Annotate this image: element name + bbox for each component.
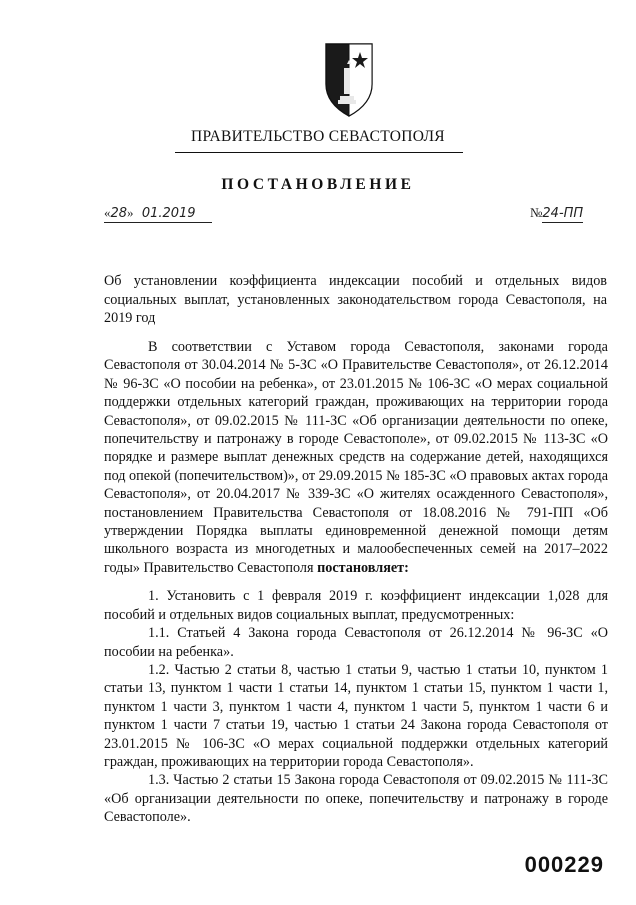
- item-1-1: 1.1. Статьей 4 Закона города Севастополя от 26.12.2014 № 96-ЗС «О пособии на ребенка».: [104, 625, 608, 660]
- document-title: Об установлении коэффициента индексации пособий и отдельных видов социальных выплат, установленных законодательством города Севастополя, на 2019 год: [104, 273, 607, 327]
- serial-number: 000229: [524, 852, 604, 877]
- sevastopol-coat-of-arms: [320, 38, 378, 118]
- header-divider: [175, 152, 463, 153]
- document-number: [530, 205, 583, 223]
- item-1-3: 1.3. Частью 2 статьи 15 Закона города Севастополя от 09.02.2015 № 111-ЗС «Об организации деятельности по опеке, попечительству и патронажу в городе Севастополе».: [104, 772, 608, 826]
- preamble-paragraph: В соответствии с Уставом города Севастополя, законами города Севастополя от 30.04.2014 № 5-ЗС «О Правительстве Севастополя», от 26.12.2014 № 96-ЗС «О пособии на ребенка», от 23.01.2015 № 106-ЗС «О мерах социальной поддержки отдельных категорий граждан, проживающих на территории города Севастополя», от 09.02.2015 № 111-ЗС «Об организации деятельности по опеке, попечительству и патронажу в городе Севастополе», от 09.02.2015 № 113-ЗС «О порядке и размере выплат денежных средств на содержание детей, находящихся под опекой (попечительством)», от 29.09.2015 № 185-ЗС «О правовых актах города Севастополя», от 20.04.2017 № 339-ЗС «О жителях осажденного Севастополя», постановлением Правительства Севастополя от 18.08.2016 № 791-ПП «Об утверждении Порядка выплаты единовременной денежной помощи детям школьного возраста из многодетных и малообеспеченных семей на 2017–2022 годы» Правительство Севастополя постановляет:: [104, 339, 608, 576]
- date-month-year: 01.2019: [141, 206, 196, 221]
- organization-name: ПРАВИТЕЛЬСТВО СЕВАСТОПОЛЯ: [191, 128, 445, 145]
- document-type: ПОСТАНОВЛЕНИЕ: [221, 176, 415, 193]
- date-field: «28» 01.2019: [104, 205, 212, 223]
- document-body: [104, 338, 608, 827]
- document-date: [104, 205, 212, 223]
- number-value: 24-ПП: [542, 206, 584, 221]
- date-day: 28: [110, 206, 128, 221]
- item-1-2: 1.2. Частью 2 статьи 8, частью 1 статьи 9, частью 1 статьи 10, пунктом 1 статьи 13, пунктом 1 части 1 статьи 14, пунктом 1 статьи 15, пунктом 1 части 1, пунктом 1 части 3, пунктом 1 части 4, пунктом 1 части 5, пунктом 1 части 6 и пунктом 1 части 7 статьи 19, частью 1 статьи 24 Закона города Севастополя от 23.01.2015 № 106-ЗС «О мерах социальной поддержки отдельных категорий граждан, проживающих на территории города Севастополя».: [104, 661, 608, 770]
- item-1: 1. Установить с 1 февраля 2019 г. коэффициент индексации 1,028 для пособий и отдельных видов социальных выплат, предусмотренных:: [104, 588, 608, 623]
- number-sign: №: [530, 205, 543, 220]
- decree-word: постановляет:: [317, 559, 409, 576]
